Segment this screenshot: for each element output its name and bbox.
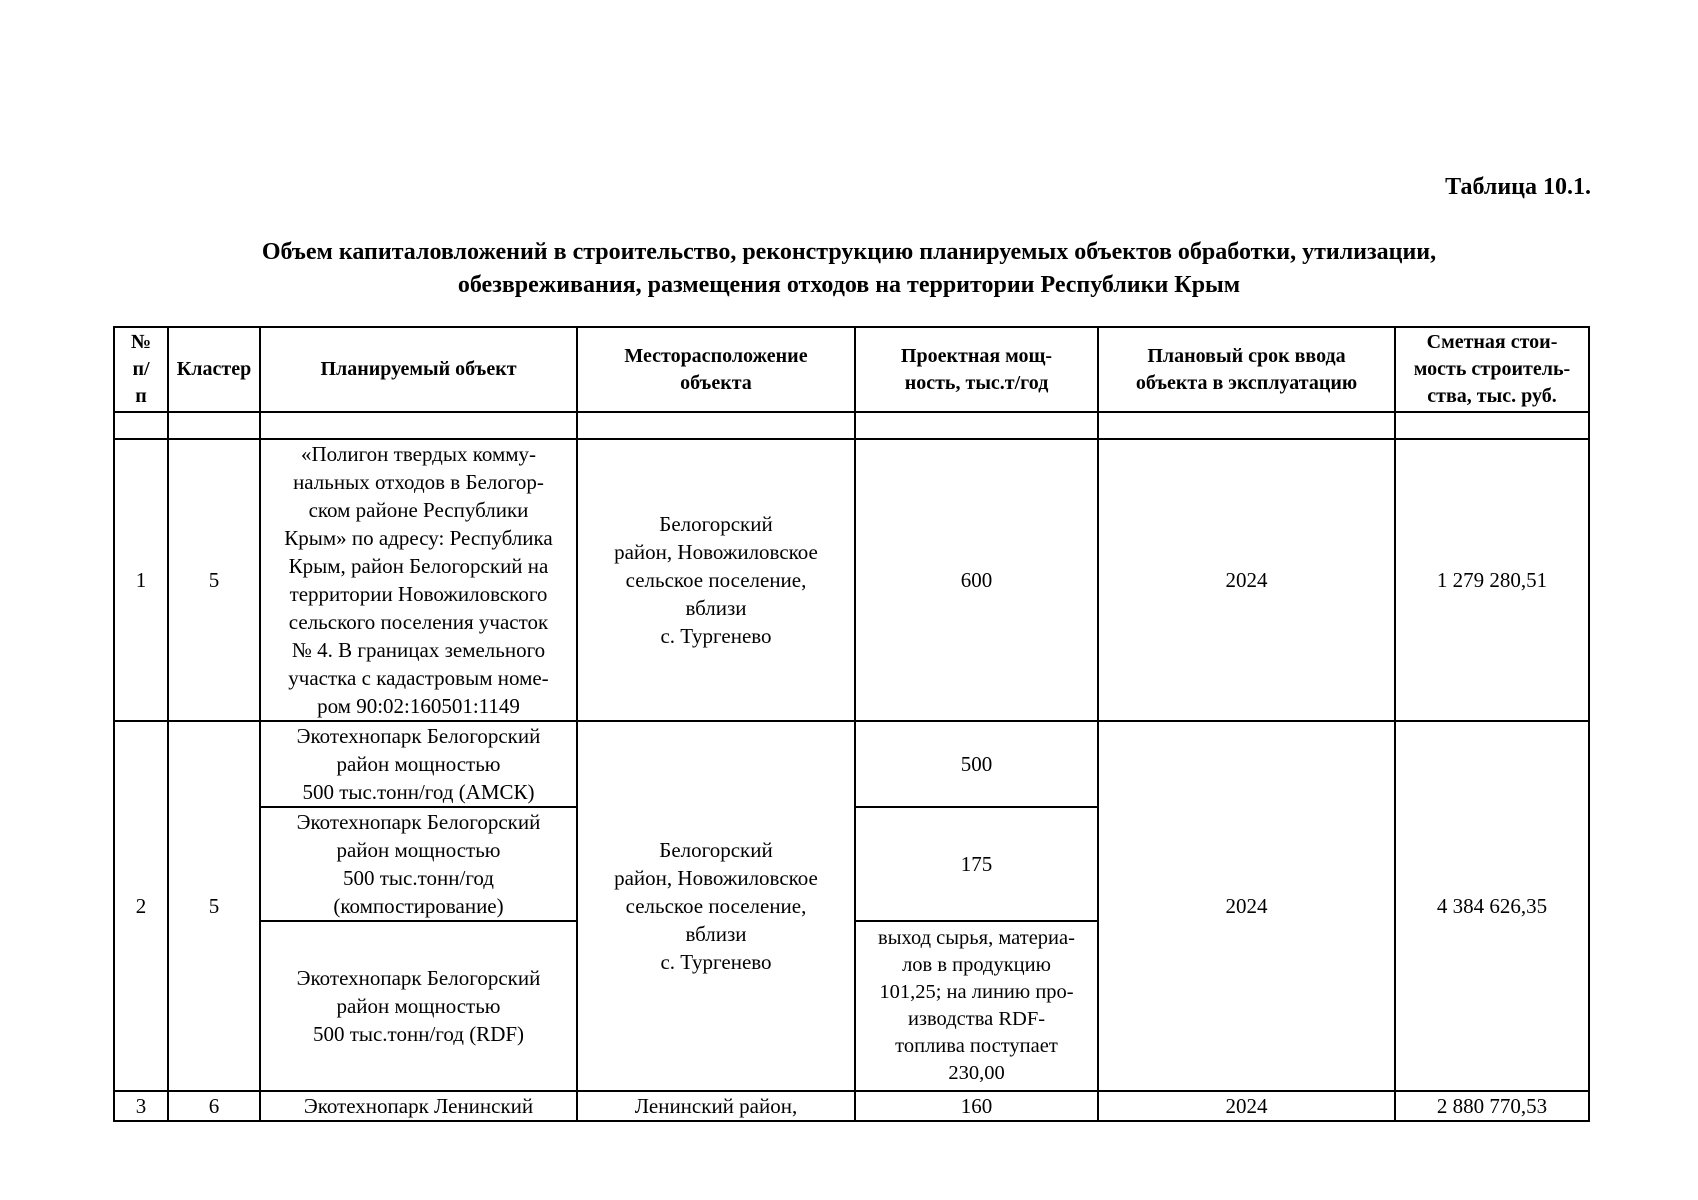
cell-num: 2 xyxy=(114,721,168,1091)
document-title xyxy=(113,236,1585,302)
cell-object: Экотехнопарк Белогорский район мощностью 500 тыс.тонн/год (АМСК) xyxy=(260,721,577,807)
header-row xyxy=(114,327,1589,412)
cell-cost: 4 384 626,35 xyxy=(1395,721,1589,1091)
cell-num: 3 xyxy=(114,1091,168,1121)
cell-location: Ленинский район, xyxy=(577,1091,855,1121)
cell-object: «Полигон твердых комму- нальных отходов в Белогор- ском районе Республики Крым» по адресу: Республика Крым, район Белогорский на территории Новожиловского сельского поселения участок № 4. В границах земельного участка с кадастровым номе- ром 90:02:160501:1149 xyxy=(260,439,577,721)
title-line-1: Объем капиталовложений в строительство, реконструкцию планируемых объектов обработки, утилизации, xyxy=(261,239,1437,265)
cell-cost: 1 279 280,51 xyxy=(1395,439,1589,721)
title-line-2: обезвреживания, размещения отходов на территории Республики Крым xyxy=(457,272,1241,298)
header-object: Планируемый объект xyxy=(260,327,577,412)
empty-cell xyxy=(1395,412,1589,439)
header-cluster: Кластер xyxy=(168,327,260,412)
cell-object: Экотехнопарк Ленинский xyxy=(260,1091,577,1121)
cell-deadline: 2024 xyxy=(1098,439,1395,721)
cell-location: Белогорский район, Новожиловское сельское поселение, вблизи с. Тургенево xyxy=(577,721,855,1091)
header-deadline: Плановый срок ввода объекта в эксплуатацию xyxy=(1098,327,1395,412)
empty-cell xyxy=(577,412,855,439)
header-num: № п/ п xyxy=(114,327,168,412)
cell-num: 1 xyxy=(114,439,168,721)
cell-deadline: 2024 xyxy=(1098,721,1395,1091)
cell-location: Белогорский район, Новожиловское сельское поселение, вблизи с. Тургенево xyxy=(577,439,855,721)
empty-cell xyxy=(114,412,168,439)
empty-cell xyxy=(260,412,577,439)
cell-cost: 2 880 770,53 xyxy=(1395,1091,1589,1121)
table-row-2 xyxy=(114,721,1589,807)
cell-deadline: 2024 xyxy=(1098,1091,1395,1121)
header-cost: Сметная стои- мость строитель- ства, тыс. руб. xyxy=(1395,327,1589,412)
cell-cluster: 6 xyxy=(168,1091,260,1121)
table-row-3 xyxy=(114,1091,1589,1121)
cell-object: Экотехнопарк Белогорский район мощностью 500 тыс.тонн/год (RDF) xyxy=(260,921,577,1091)
cell-capacity: 600 xyxy=(855,439,1098,721)
header-capacity: Проектная мощ- ность, тыс.т/год xyxy=(855,327,1098,412)
empty-cell xyxy=(168,412,260,439)
cell-capacity: 175 xyxy=(855,807,1098,921)
table-row-1 xyxy=(114,439,1589,721)
header-location: Месторасположение объекта xyxy=(577,327,855,412)
cell-capacity: 160 xyxy=(855,1091,1098,1121)
empty-row xyxy=(114,412,1589,439)
empty-cell xyxy=(1098,412,1395,439)
cell-cluster: 5 xyxy=(168,721,260,1091)
table-number-label: Таблица 10.1. xyxy=(1445,174,1591,200)
cell-cluster: 5 xyxy=(168,439,260,721)
capital-investment-table xyxy=(113,326,1590,1122)
empty-cell xyxy=(855,412,1098,439)
cell-capacity: выход сырья, материа- лов в продукцию 101,25; на линию про- изводства RDF- топлива поступает 230,00 xyxy=(855,921,1098,1091)
cell-object: Экотехнопарк Белогорский район мощностью 500 тыс.тонн/год (компостирование) xyxy=(260,807,577,921)
cell-capacity: 500 xyxy=(855,721,1098,807)
